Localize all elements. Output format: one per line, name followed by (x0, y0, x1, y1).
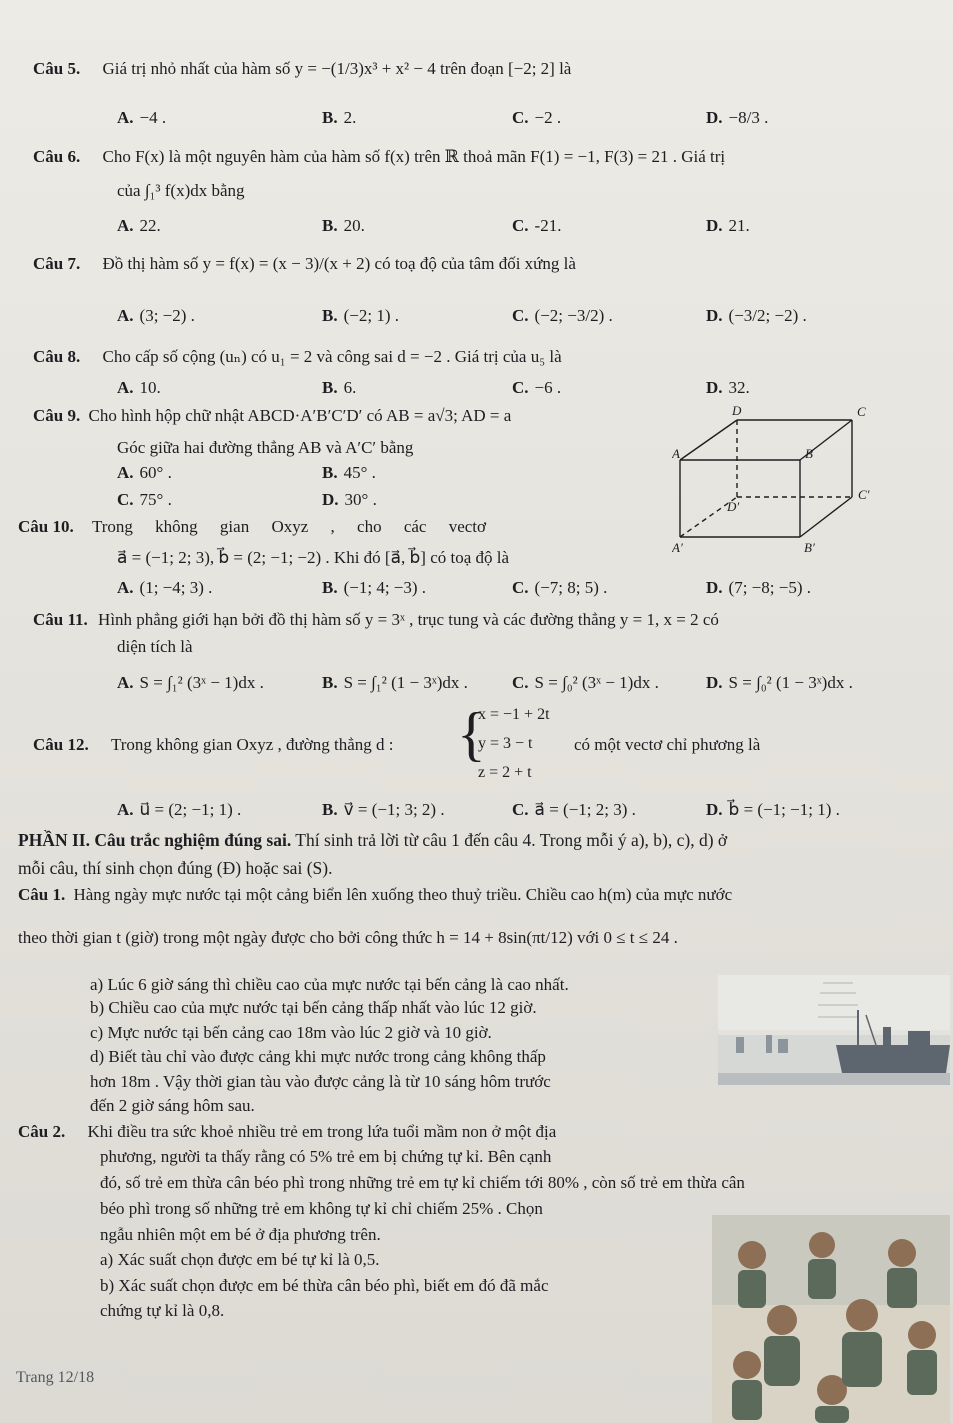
harbor-ship-image (718, 975, 950, 1085)
p2q2-item-b: b) Xác suất chọn được em bé thừa cân béo phì, biết em đó đã mắc (100, 1276, 549, 1295)
q6-text2: của ∫₁³ f(x)dx bằng (117, 181, 245, 200)
q9-option-c: C. 75° . (117, 490, 172, 509)
q10-option-c: C. (−7; 8; 5) . (512, 578, 608, 597)
part2-heading: PHẦN II. Câu trắc nghiệm đúng sai. (18, 830, 292, 850)
q12-system-z: z = 2 + t (478, 764, 532, 781)
q8-option-b: B. 6. (322, 378, 357, 397)
p2q1-item-d-line3: đến 2 giờ sáng hôm sau. (90, 1096, 255, 1115)
q8-option-a: A. 10. (117, 378, 161, 397)
q6-option-d: D. 21. (706, 216, 750, 235)
q9-text2: Góc giữa hai đường thẳng AB và A′C′ bằng (117, 438, 414, 457)
p2q1-label: Câu 1. (18, 885, 66, 904)
part2-intro (18, 829, 727, 851)
q12-option-c: C. a⃗ = (−1; 2; 3) . (512, 800, 636, 819)
q6-option-a: A. 22. (117, 216, 161, 235)
q12-text2: có một vectơ chỉ phương là (574, 735, 761, 754)
q9-text: Cho hình hộp chữ nhật ABCD·A′B′C′D′ có AB = a√3; AD = a (88, 406, 512, 425)
q8-label: Câu 8. (33, 347, 81, 366)
q8-option-c: C. −6 . (512, 378, 562, 397)
q12-option-a: A. u⃗ = (2; −1; 1) . (117, 800, 242, 819)
fig-label-a-prime: A′ (672, 540, 683, 555)
q7-option-c: C. (−2; −3/2) . (512, 306, 613, 325)
fig-label-c-prime: C′ (858, 487, 870, 502)
q11-stem (33, 609, 719, 631)
q11-option-a: A. S = ∫₁² (3ˣ − 1)dx . (117, 673, 264, 692)
q7-option-d: D. (−3/2; −2) . (706, 306, 807, 325)
p2q2-line-3: đó, số trẻ em thừa cân béo phì trong những trẻ em tự kỉ chiếm tới 80% , còn số trẻ em thừa cân (100, 1173, 745, 1192)
part2-intro2: mỗi câu, thí sinh chọn đúng (Đ) hoặc sai (S). (18, 858, 333, 878)
q7-label: Câu 7. (33, 254, 81, 273)
q11-label: Câu 11. (33, 610, 88, 629)
q9-label: Câu 9. (33, 406, 81, 425)
q5-option-b: B. 2. (322, 108, 357, 127)
p2q1-item-d-line2: hơn 18m . Vậy thời gian tàu vào được cảng là từ 10 sáng hôm trước (90, 1072, 551, 1091)
p2q2-item-b-line2: chứng tự kỉ là 0,8. (100, 1301, 225, 1320)
q8-stem (33, 346, 562, 368)
q11-option-c: C. S = ∫₀² (3ˣ − 1)dx . (512, 673, 659, 692)
q9-stem (33, 405, 511, 427)
page-number: Trang 12/18 (16, 1369, 95, 1386)
part2-intro-text: Thí sinh trả lời từ câu 1 đến câu 4. Trong mỗi ý a), b), c), d) ở (291, 830, 728, 850)
q10-stem (18, 516, 486, 538)
q7-stem (33, 253, 576, 275)
p2q2-item-a: a) Xác suất chọn được em bé tự kỉ là 0,5. (100, 1250, 380, 1269)
fig-label-d: D (732, 403, 742, 418)
q10-text2: a⃗ = (−1; 2; 3), b⃗ = (2; −1; −2) . Khi đó [a⃗, b⃗] có toạ độ là (117, 548, 510, 567)
q5-stem (33, 58, 571, 80)
children-illustration (712, 1215, 950, 1423)
q11-text2: diện tích là (117, 637, 193, 656)
q7-option-a: A. (3; −2) . (117, 306, 195, 325)
q11-text: Hình phẳng giới hạn bởi đồ thị hàm số y = 3ˣ , trục tung và các đường thẳng y = 1, x = 2 có (98, 610, 719, 629)
fig-label-c: C (857, 404, 866, 419)
q11-option-d: D. S = ∫₀² (1 − 3ˣ)dx . (706, 673, 853, 692)
q12-system-y: y = 3 − t (478, 735, 533, 752)
p2q2-line-4: béo phì trong số những trẻ em không tự kỉ chỉ chiếm 25% . Chọn (100, 1199, 543, 1218)
p2q1-item-b: b) Chiều cao của mực nước tại bến cảng thấp nhất vào lúc 12 giờ. (90, 998, 537, 1017)
q5-option-a: A. −4 . (117, 108, 167, 127)
q6-option-c: C. -21. (512, 216, 562, 235)
q7-option-b: B. (−2; 1) . (322, 306, 399, 325)
q10-text: Trong không gian Oxyz , cho các vectơ (91, 517, 487, 536)
q12-text: Trong không gian Oxyz , đường thẳng d : (110, 735, 394, 754)
p2q2-stem (18, 1121, 556, 1143)
q8-text: Cho cấp số cộng (uₙ) có u₁ = 2 và công sai d = −2 . Giá trị của u₅ là (102, 347, 562, 366)
q6-label: Câu 6. (33, 147, 81, 166)
q12-stem (33, 734, 393, 756)
p2q1-item-c: c) Mực nước tại bến cảng cao 18m vào lúc 2 giờ và 10 giờ. (90, 1023, 492, 1042)
p2q2-label: Câu 2. (18, 1122, 66, 1141)
q7-text: Đồ thị hàm số y = f(x) = (x − 3)/(x + 2) có toạ độ của tâm đối xứng là (102, 254, 576, 273)
rectangular-box-figure (672, 400, 872, 560)
fig-label-d-prime: D′ (727, 499, 740, 514)
q6-text: Cho F(x) là một nguyên hàm của hàm số f(x) trên ℝ thoả mãn F(1) = −1, F(3) = 21 . Giá trị (102, 147, 726, 166)
q10-option-b: B. (−1; 4; −3) . (322, 578, 427, 597)
fig-label-b-prime: B′ (804, 540, 815, 555)
q12-system-x: x = −1 + 2t (478, 706, 550, 723)
q6-stem (33, 146, 725, 168)
fig-label-a: A (672, 446, 680, 461)
p2q1-item-d: d) Biết tàu chỉ vào được cảng khi mực nước trong cảng không thấp (90, 1047, 546, 1066)
q5-option-d: D. −8/3 . (706, 108, 769, 127)
q10-option-d: D. (7; −8; −5) . (706, 578, 811, 597)
q9-option-a: A. 60° . (117, 463, 172, 482)
q5-text: Giá trị nhỏ nhất của hàm số y = −(1/3)x³ + x² − 4 trên đoạn [−2; 2] là (102, 59, 572, 78)
p2q2-line-2: phương, người ta thấy rằng có 5% trẻ em bị chứng tự kỉ. Bên cạnh (100, 1147, 552, 1166)
q9-option-d: D. 30° . (322, 490, 377, 509)
q12-option-b: B. v⃗ = (−1; 3; 2) . (322, 800, 445, 819)
q10-label: Câu 10. (18, 517, 74, 536)
q11-option-b: B. S = ∫₁² (1 − 3ˣ)dx . (322, 673, 468, 692)
p2q1-stem (18, 884, 732, 906)
p2q2-line-1: Khi điều tra sức khoẻ nhiều trẻ em trong lứa tuổi mầm non ở một địa (87, 1122, 557, 1141)
system-brace: { (457, 701, 486, 767)
q12-option-d: D. b⃗ = (−1; −1; 1) . (706, 800, 840, 819)
q6-option-b: B. 20. (322, 216, 365, 235)
q5-label: Câu 5. (33, 59, 81, 78)
p2q1-text: Hàng ngày mực nước tại một cảng biển lên xuống theo thuỷ triều. Chiều cao h(m) của mực nước (73, 885, 733, 904)
q10-option-a: A. (1; −4; 3) . (117, 578, 213, 597)
fig-label-b: B (805, 446, 813, 461)
q8-option-d: D. 32. (706, 378, 750, 397)
q5-option-c: C. −2 . (512, 108, 562, 127)
p2q1-text2: theo thời gian t (giờ) trong một ngày được cho bởi công thức h = 14 + 8sin(πt/12) với 0 ≤ t ≤ 24 . (18, 928, 678, 947)
p2q1-item-a: a) Lúc 6 giờ sáng thì chiều cao của mực nước tại bến cảng là cao nhất. (90, 975, 569, 994)
q12-label: Câu 12. (33, 735, 89, 754)
p2q2-line-5: ngẫu nhiên một em bé ở địa phương trên. (100, 1225, 381, 1244)
q9-option-b: B. 45° . (322, 463, 376, 482)
